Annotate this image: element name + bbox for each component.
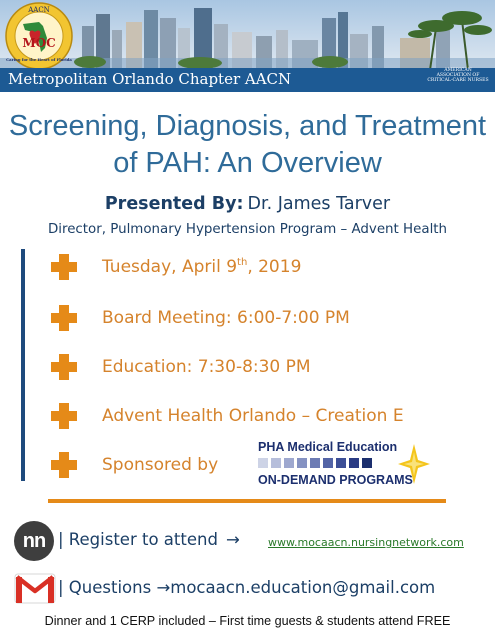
pha-square	[258, 458, 268, 468]
detail-location	[50, 402, 404, 430]
details-accent-bar	[21, 249, 25, 481]
event-title-line-1: Screening, Diagnosis, and Treatment	[8, 110, 487, 142]
detail-education	[50, 353, 311, 381]
event-title-line-2: of PAH: An Overview	[113, 147, 382, 179]
pha-line-1: PHA Medical Education	[258, 440, 398, 454]
chapter-name: Metropolitan Orlando Chapter AACN	[8, 70, 292, 88]
moc-chapter-logo	[5, 2, 73, 70]
plus-icon	[50, 304, 78, 332]
logo-top-text: AACN	[28, 6, 50, 14]
pha-square	[271, 458, 281, 468]
location-text: Advent Health Orlando – Creation E	[102, 406, 404, 426]
logo-core-text: MOC	[22, 36, 56, 50]
plus-icon	[50, 451, 78, 479]
plus-icon	[50, 253, 78, 281]
board-meeting-text: Board Meeting: 6:00-7:00 PM	[102, 308, 350, 328]
star-burst-icon	[398, 444, 430, 484]
header-banner	[0, 0, 495, 92]
detail-date	[50, 253, 301, 281]
pha-square	[336, 458, 346, 468]
pha-square	[349, 458, 359, 468]
right-arrow-icon: →	[225, 530, 240, 549]
register-text: | Register to attend	[58, 530, 218, 549]
presenter-position: Director, Pulmonary Hypertension Program – Advent Health	[47, 222, 448, 237]
logo-ring-text: Caring for the Heart of Florida	[6, 57, 72, 62]
presenter-name: Dr. James Tarver	[247, 194, 391, 214]
pha-square	[310, 458, 320, 468]
orange-divider	[48, 499, 446, 503]
footer-note: Dinner and 1 CERP included – First time guests & students attend FREE	[44, 614, 451, 628]
presenter	[0, 194, 495, 214]
plus-icon	[50, 353, 78, 381]
plus-icon	[50, 402, 78, 430]
aacn-mark: AMERICAN ASSOCIATION OF CRITICAL-CARE NURSES	[427, 68, 489, 84]
date-prefix: Tuesday, April 9	[102, 257, 238, 277]
register-link[interactable]: www.mocaacn.nursingnetwork.com	[268, 536, 464, 549]
date-suffix: th	[237, 257, 248, 268]
pha-square	[297, 458, 307, 468]
detail-sponsor	[50, 451, 218, 479]
date-year: , 2019	[247, 257, 302, 277]
pha-sponsor-logo	[252, 440, 434, 492]
date-text	[102, 257, 301, 277]
questions-email[interactable]: | Questions →mocaacn.education@gmail.com	[58, 578, 436, 597]
register-row	[58, 530, 240, 549]
presenter-label: Presented By:	[104, 194, 244, 214]
pha-square	[284, 458, 294, 468]
gmail-icon	[14, 571, 56, 605]
pha-square	[362, 458, 372, 468]
sponsor-label: Sponsored by	[102, 455, 219, 475]
pha-line-2: ON-DEMAND PROGRAMS	[258, 473, 413, 487]
detail-board-meeting	[50, 304, 350, 332]
education-text: Education: 7:30-8:30 PM	[102, 357, 311, 377]
pha-square	[323, 458, 333, 468]
nursing-network-logo: nn	[14, 521, 54, 561]
